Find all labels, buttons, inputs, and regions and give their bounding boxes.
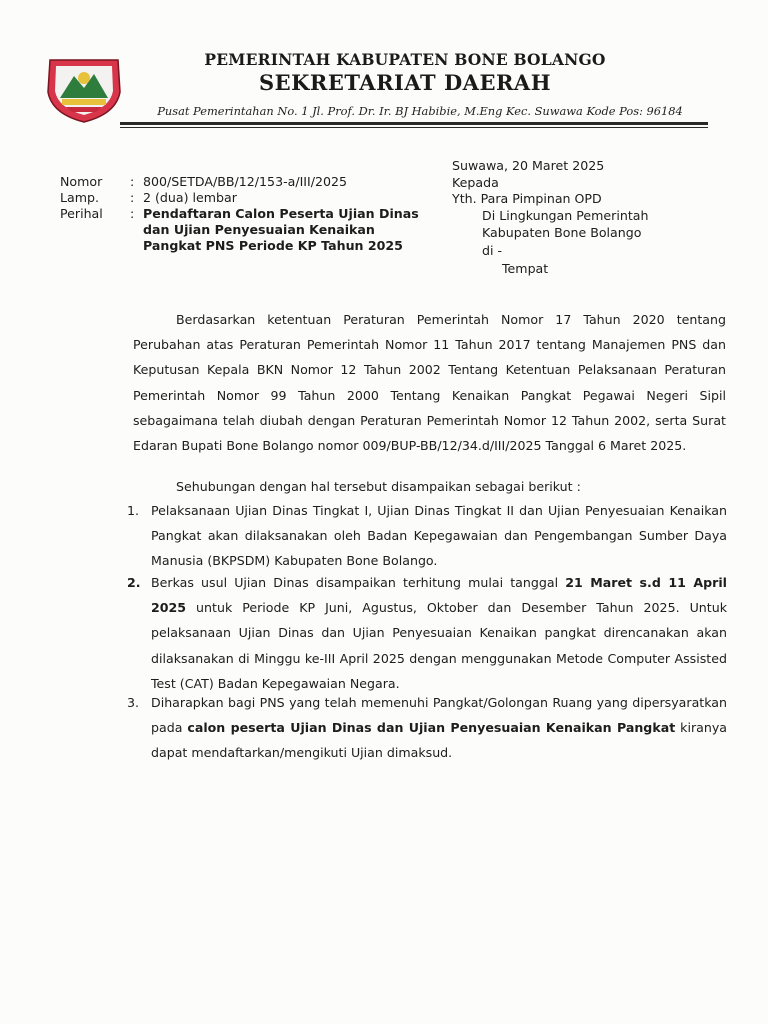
list-number: 3. [127,695,140,710]
nomor-value: 800/SETDA/BB/12/153-a/III/2025 [143,174,348,189]
list-item-text: untuk Periode KP Juni, Agustus, Oktober dan Desember Tahun 2025. Untuk pelaksanaan Ujian Dinas dan Ujian Penyesuaian Kenaikan pangkat direncanakan akan dilaksanakan di Minggu ke-III April 2025 dengan menggunakan Metode Computer Assisted Test (CAT) Badan Kepegawaian Negara. [151,600,727,691]
colon: : [130,190,135,205]
addressee-line: Di Lingkungan Pemerintah [482,208,649,223]
letterhead-government-name: PEMERINTAH KABUPATEN BONE BOLANGO [204,50,606,69]
letterhead-divider-thin [120,127,708,128]
letterhead-divider-thick [120,122,708,125]
colon: : [130,206,135,221]
list-number: 2. [127,575,141,590]
perihal-line: Pangkat PNS Periode KP Tahun 2025 [143,238,403,253]
addressee-line: Kabupaten Bone Bolango [482,225,642,240]
list-item-text: kiranya dapat mendaftarkan/mengikuti Ujian dimaksud. [151,720,727,761]
faint-watermark [60,520,91,560]
place-date: Suwawa, 20 Maret 2025 [452,158,605,173]
letterhead-address: Pusat Pemerintahan No. 1 Jl. Prof. Dr. Ir. BJ Habibie, M.Eng Kec. Suwawa Kode Pos: 96184 [157,104,683,118]
colon: : [130,174,135,189]
list-item [151,690,727,766]
addressee-line: di - [482,243,503,258]
perihal-label: Perihal [60,206,103,221]
list-item-text: Diharapkan bagi PNS yang telah memenuhi Pangkat/Golongan Ruang yang dipersyaratkan pada [151,695,727,736]
body-paragraph [133,307,726,458]
list-item: Pelaksanaan Ujian Dinas Tingkat I, Ujian Dinas Tingkat II dan Ujian Penyesuaian Kenaikan Pangkat akan dilaksanakan oleh Badan Kepegawaian dan Pengembangan Sumber Daya Manusia (BKPSDM) Kabupaten Bone Bolango. [151,503,727,569]
list-item [151,570,727,696]
body-paragraph-text: Sehubungan dengan hal tersebut disampaikan sebagai berikut : [176,479,581,494]
lamp-value: 2 (dua) lembar [143,190,237,205]
addressee-line: Yth. Para Pimpinan OPD [452,191,602,206]
perihal-line: Pendaftaran Calon Peserta Ujian Dinas [143,206,419,221]
addressee-tempat: Tempat [502,261,549,276]
addressee-kepada: Kepada [452,175,499,190]
list-item-text: Berkas usul Ujian Dinas disampaikan terhitung mulai tanggal [151,575,566,590]
list-item-emphasis: calon peserta Ujian Dinas dan Ujian Penyesuaian Kenaikan Pangkat [187,720,676,736]
perihal-line: dan Ujian Penyesuaian Kenaikan [143,222,375,237]
list-number: 1. [127,503,140,518]
nomor-label: Nomor [60,174,103,189]
body-paragraph [133,474,726,499]
letterhead-office-name: SEKRETARIAT DAERAH [258,70,552,95]
list-item-emphasis: 21 Maret s.d 11 April 2025 [151,575,728,616]
body-paragraph-text: Berdasarkan ketentuan Peraturan Pemerintah Nomor 17 Tahun 2020 tentang Perubahan atas Peraturan Pemerintah Nomor 11 Tahun 2017 tentang Manajemen PNS dan Keputusan Kepala BKN Nomor 12 Tahun 2002 Tentang Ketentuan Pelaksanaan Peraturan Pemerintah Nomor 99 Tahun 2000 Tentang Kenaikan Pangkat Pegawai Negeri Sipil sebagaimana telah diubah dengan Peraturan Pemerintah Nomor 12 Tahun 2002, serta Surat Edaran Bupati Bone Bolango nomor 009/BUP-BB/12/34.d/III/2025 Tanggal 6 Maret 2025. [133,312,726,454]
lamp-label: Lamp. [60,190,99,205]
